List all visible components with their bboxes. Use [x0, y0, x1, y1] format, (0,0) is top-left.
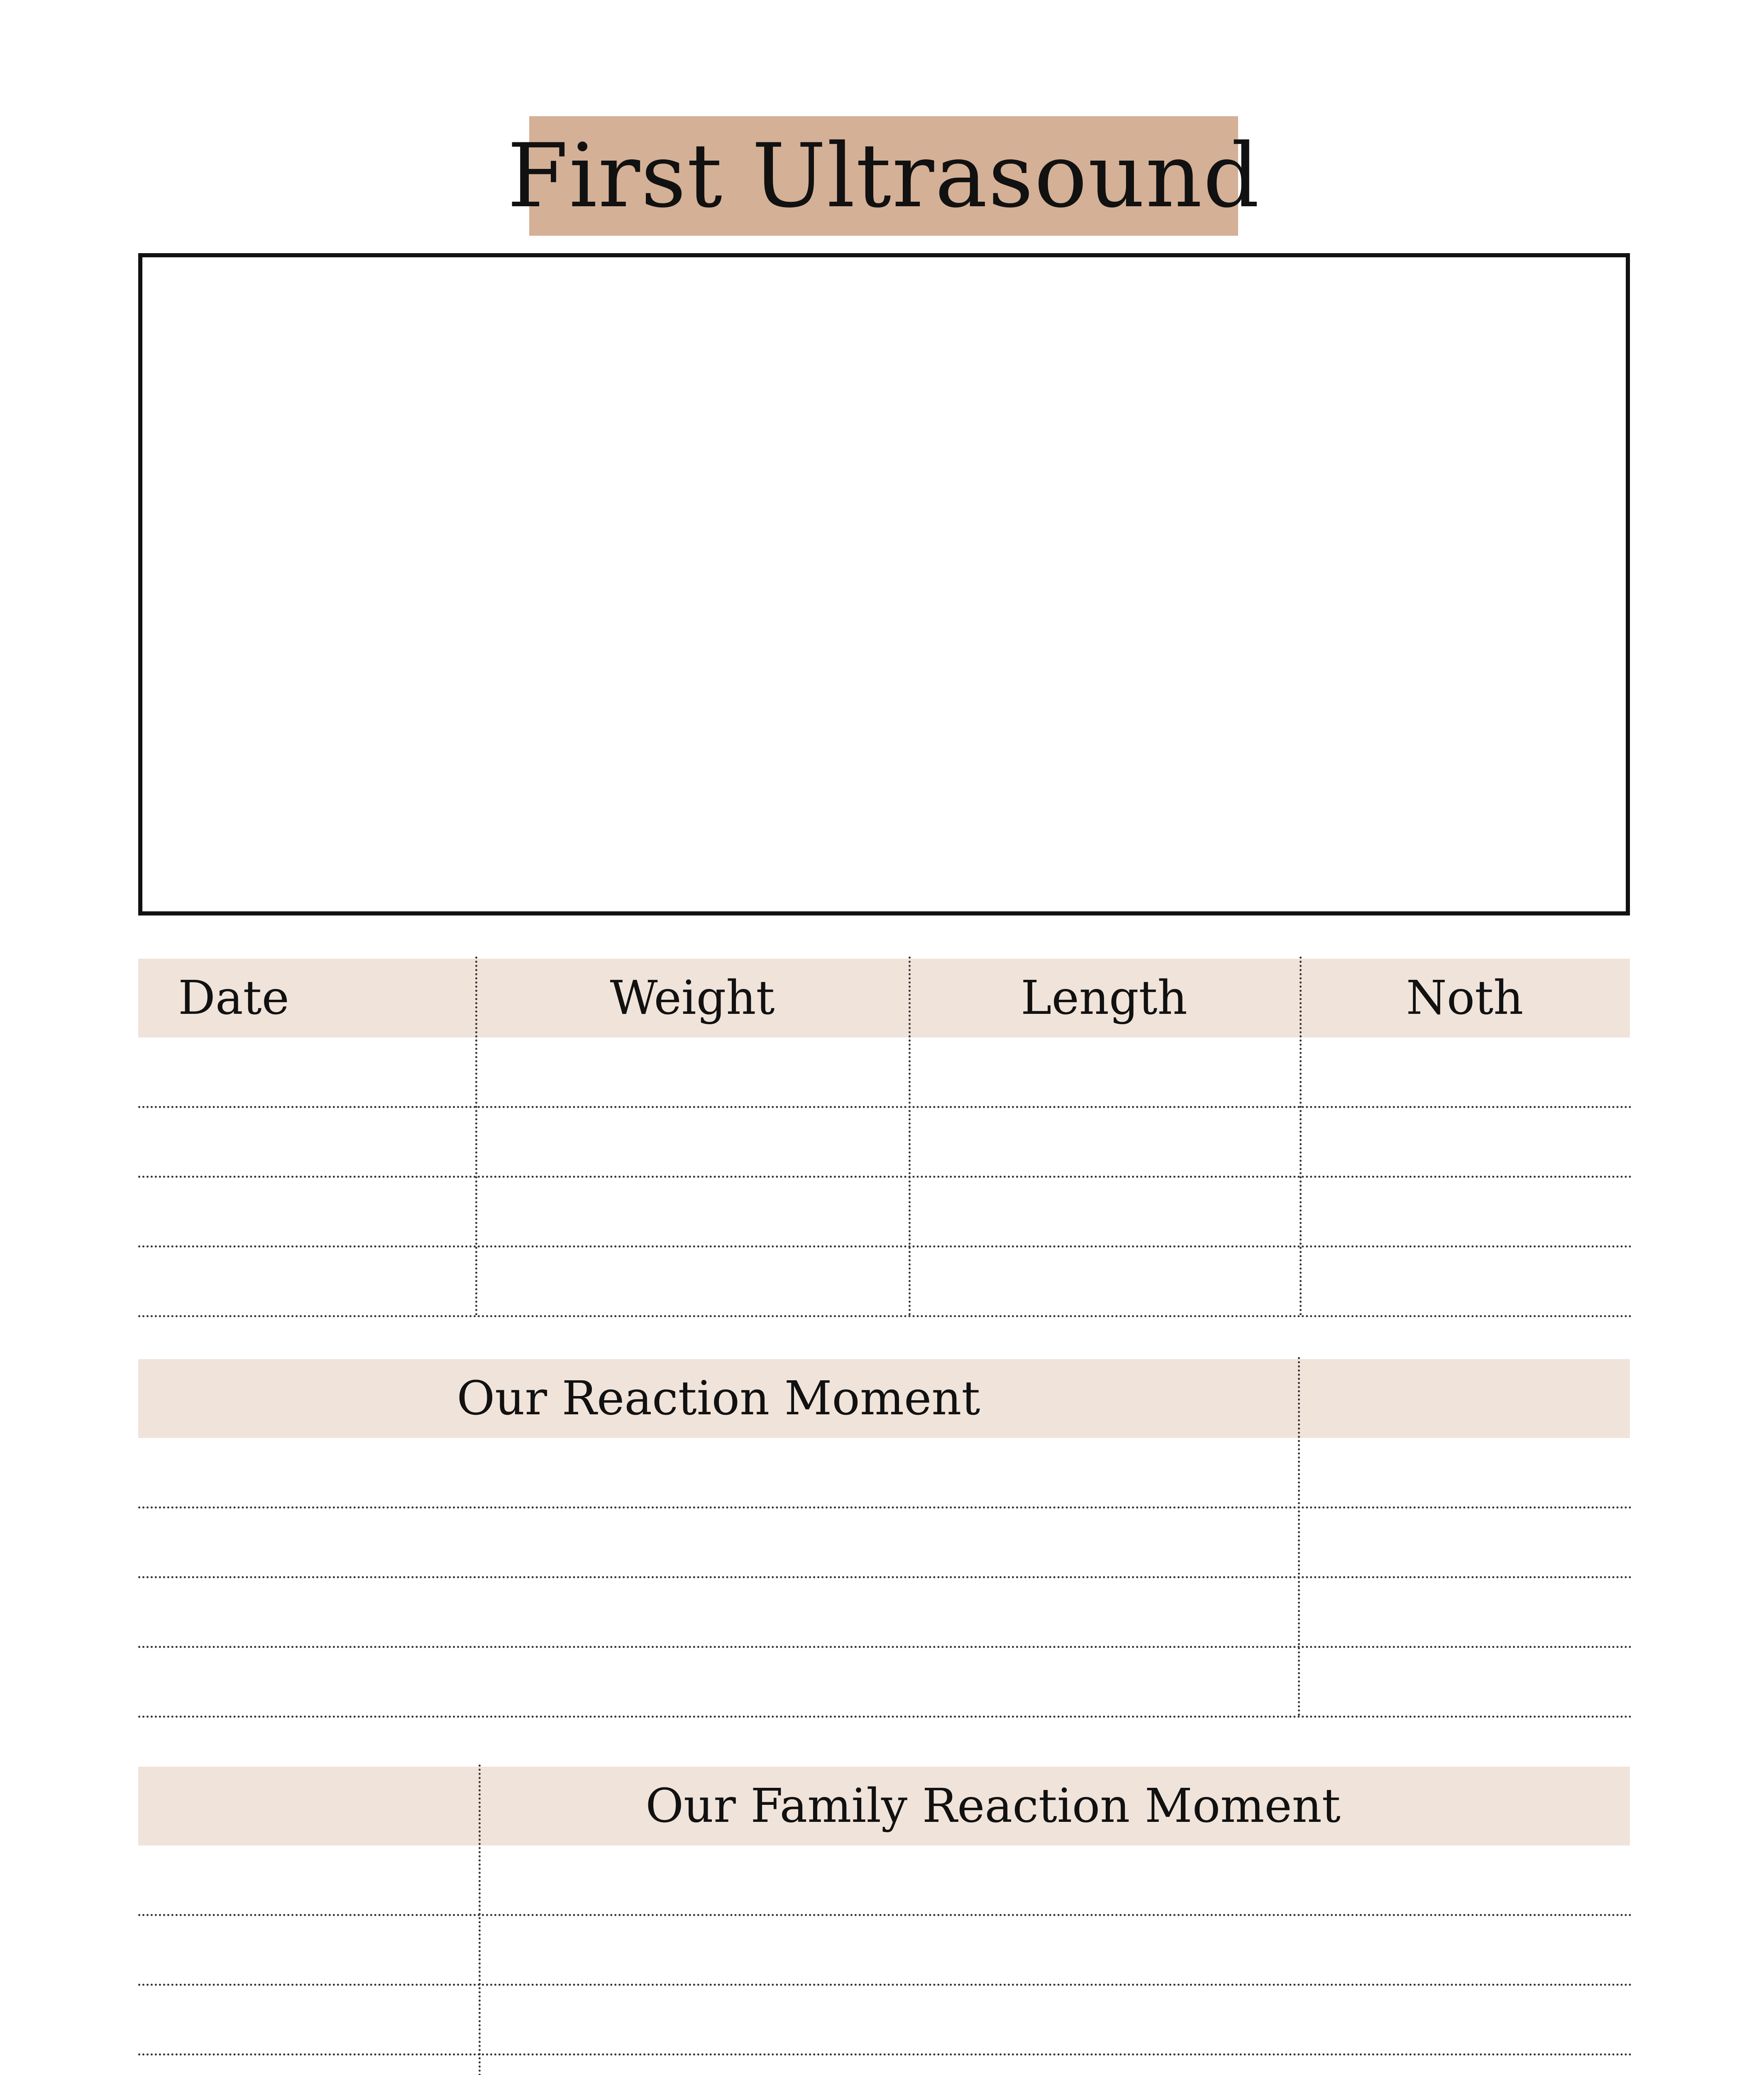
family-reaction-heading: Our Family Reaction Moment: [645, 1779, 1341, 1833]
measurements-row[interactable]: [138, 1107, 1630, 1177]
column-header-weight: Weight: [610, 971, 775, 1025]
row-rule: [138, 1914, 1632, 1916]
row-rule: [138, 1315, 1632, 1317]
reaction-row[interactable]: [138, 1508, 1630, 1577]
column-header-date: Date: [178, 971, 289, 1025]
page-title: First Ultrasound: [507, 124, 1261, 227]
reaction-row[interactable]: [138, 1647, 1630, 1717]
measurements-row[interactable]: [138, 1038, 1630, 1107]
column-header-length: Length: [1021, 971, 1187, 1025]
row-rule: [138, 1646, 1632, 1648]
family-reaction-row[interactable]: [138, 1985, 1630, 2055]
family-reaction-row[interactable]: [138, 1846, 1630, 1915]
row-rule: [138, 1506, 1632, 1509]
measurements-row[interactable]: [138, 1177, 1630, 1247]
row-rule: [138, 1106, 1632, 1108]
title-banner: [507, 116, 1261, 236]
ultrasound-photo-frame[interactable]: [138, 253, 1630, 915]
row-rule: [138, 1716, 1632, 1718]
reaction-heading: Our Reaction Moment: [457, 1372, 980, 1426]
row-rule: [138, 1245, 1632, 1247]
row-rule: [138, 1984, 1632, 1986]
row-rule: [138, 1576, 1632, 1578]
reaction-row[interactable]: [138, 1577, 1630, 1647]
family-reaction-row[interactable]: [138, 2055, 1630, 2075]
family-reaction-row[interactable]: [138, 1915, 1630, 1985]
row-rule: [138, 2053, 1632, 2055]
row-rule: [138, 1176, 1632, 1178]
reaction-row[interactable]: [138, 1438, 1630, 1508]
column-header-noth: Noth: [1406, 971, 1524, 1025]
measurements-row[interactable]: [138, 1247, 1630, 1316]
